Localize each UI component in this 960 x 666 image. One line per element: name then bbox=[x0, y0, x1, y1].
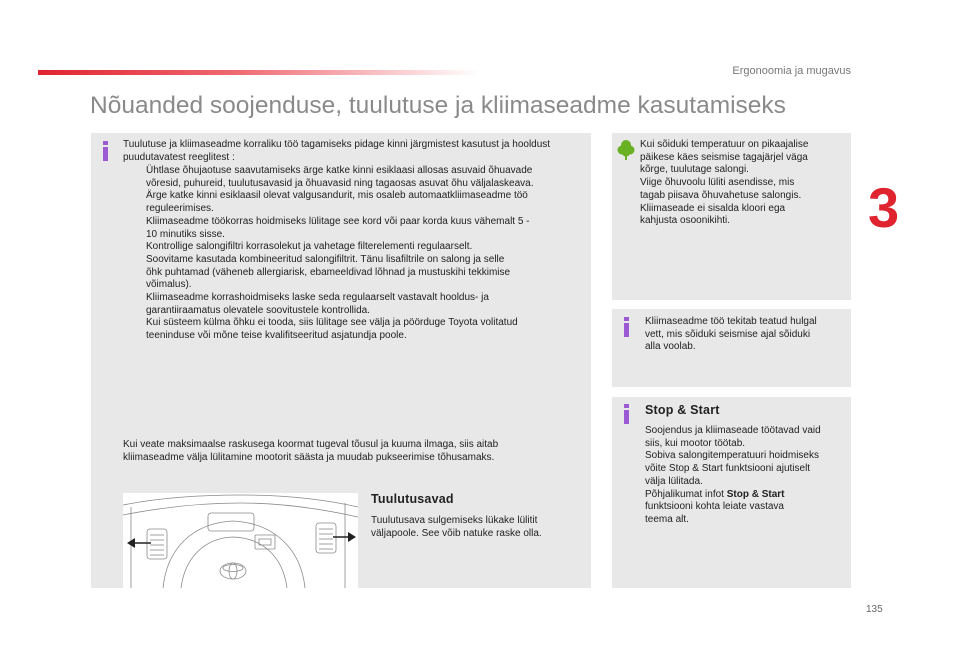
stop-start-line: Sobiva salongitemperatuuri hoidmiseks bbox=[645, 450, 819, 462]
load-note-line: Kui veate maksimaalse raskusega koormat tugeval tõusul ja kuuma ilmaga, siis aitab bbox=[123, 439, 499, 450]
vents-line: väljapoole. See võib natuke raske olla. bbox=[371, 527, 542, 539]
load-note-line: kliimaseadme välja lülitamine mootorit säästa ja muudab pukseerimise tõhusamaks. bbox=[123, 451, 495, 463]
stop-start-line: teema alt. bbox=[645, 513, 689, 525]
bullet-line: Kliimaseadme töökorras hoidmiseks lülitage see kord või paar korda kuus vähemalt 5 - bbox=[146, 215, 530, 227]
vents-line: Tuulutusava sulgemiseks lükake lülitit bbox=[371, 515, 538, 526]
bullet-line: Ärge katke kinni esiklaasil olevat valgusandurit, mis osaleb automaatkliimaseadme töö bbox=[146, 190, 528, 202]
dashboard-vents-drawing bbox=[123, 493, 358, 588]
bullet-line: õhk puhtamad (väheneb allergiarisk, ebameeldivad lõhnad ja mustuskihi tekkimise bbox=[146, 266, 511, 278]
page-title: Nõuanded soojenduse, tuulutuse ja kliimaseadme kasutamiseks bbox=[90, 92, 786, 119]
stop-start-text bbox=[645, 425, 848, 527]
condensation-text bbox=[645, 316, 845, 354]
bullet-line: reguleerimises. bbox=[146, 203, 214, 215]
reference-prefix: Põhjalikumat infot bbox=[645, 488, 727, 500]
maintenance-bullet-item bbox=[119, 292, 589, 317]
maintenance-bullet-item bbox=[119, 317, 589, 342]
stop-start-line: funktsiooni kohta leiate vastava bbox=[645, 501, 784, 513]
maintenance-bullet-item bbox=[119, 190, 589, 215]
bullet-line: garantiiraamatus olevatele soovitustele kontrollida. bbox=[146, 304, 371, 316]
bullet-line: Kontrollige salongifiltri korrasolekut ja vahetage filterelementi regulaarselt. bbox=[146, 241, 473, 253]
environment-text bbox=[640, 139, 845, 228]
tree-icon bbox=[617, 139, 635, 161]
bullet-line: võresid, puhureid, tuulutusavasid ja õhuavasid ning tagaosas asuvat õhu väljalaskeava. bbox=[146, 177, 534, 189]
maintenance-bullet-item bbox=[119, 165, 589, 190]
environment-line: Kui sõiduki temperatuur on pikaajalise bbox=[640, 139, 809, 150]
environment-line: kõrge, tuulutage salongi. bbox=[640, 164, 749, 176]
reference-bold: Stop & Start bbox=[726, 488, 785, 500]
stop-start-line: välja lülitada. bbox=[645, 475, 703, 487]
condensation-line: alla voolab. bbox=[645, 341, 696, 353]
info-icon bbox=[622, 404, 632, 424]
chapter-number: 3 bbox=[868, 176, 900, 239]
environment-line: kahjusta osoonikihti. bbox=[640, 215, 731, 227]
maintenance-bullet-item bbox=[119, 241, 589, 292]
page-number: 135 bbox=[866, 604, 883, 615]
bullet-line: teeninduse või mõne teise kvalifitseeritud asjatundja poole. bbox=[146, 330, 407, 342]
stop-start-line: siis, kui mootor töötab. bbox=[645, 437, 746, 449]
maintenance-bullet-list bbox=[119, 165, 589, 343]
stop-start-reference bbox=[645, 489, 848, 502]
bullet-line: Kui süsteem külma õhku ei tooda, siis lülitage see välja ja pöörduge Toyota volitatud bbox=[146, 317, 518, 329]
bullet-line: Kliimaseadme korrashoidmiseks laske seda regulaarselt vastavalt hooldus- ja bbox=[146, 292, 489, 304]
load-note bbox=[123, 439, 583, 464]
environment-line: päikese käes seismise tagajärjel väga bbox=[640, 151, 808, 163]
bullet-line: 10 minutiks sisse. bbox=[146, 228, 225, 240]
main-intro-text: Tuulutuse ja kliimaseadme korraliku töö tagamiseks pidage kinni järgmistest kasutust ja hooldust puudutavatest reeglitest : bbox=[123, 139, 551, 163]
environment-line: tagab piisava õhuvahetuse salongis. bbox=[640, 189, 802, 201]
condensation-line: Kliimaseadme töö tekitab teatud hulgal bbox=[645, 316, 817, 327]
condensation-line: vett, mis sõiduki seismise ajal sõiduki bbox=[645, 328, 811, 340]
maintenance-bullet-item bbox=[119, 216, 589, 241]
section-name: Ergonoomia ja mugavus bbox=[732, 65, 851, 77]
vents-text bbox=[371, 515, 586, 540]
bullet-line: Ühtlase õhujaotuse saavutamiseks ärge katke kinni esiklaasi allosas asuvaid õhuavade bbox=[146, 165, 533, 176]
stop-start-line: Soojendus ja kliimaseade töötavad vaid bbox=[645, 425, 821, 436]
stop-start-title: Stop & Start bbox=[645, 403, 720, 417]
info-icon bbox=[101, 141, 111, 161]
environment-line: Viige õhuvoolu lüliti asendisse, mis bbox=[640, 177, 795, 189]
vents-title: Tuulutusavad bbox=[371, 492, 454, 506]
stop-start-line: võite Stop & Start funktsiooni ajutiselt bbox=[645, 463, 811, 475]
header-accent-bar bbox=[38, 70, 480, 75]
info-icon bbox=[622, 317, 632, 337]
bullet-line: võimalus). bbox=[146, 279, 192, 291]
environment-line: Kliimaseade ei sisalda kloori ega bbox=[640, 202, 786, 214]
bullet-line: Soovitame kasutada kombineeritud salongifiltrit. Tänu lisafiltrile on salong ja selle bbox=[146, 253, 505, 265]
dashboard-vents-illustration bbox=[123, 493, 358, 588]
